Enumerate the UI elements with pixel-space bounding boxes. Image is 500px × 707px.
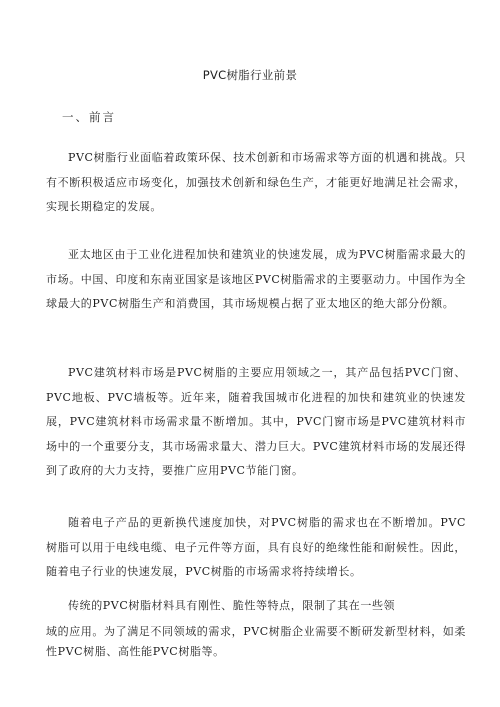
paragraph-1: PVC树脂行业面临着政策环保、技术创新和市场需求等方面的机遇和挑战。只有不断积极适应市场变化，加强技术创新和绿色生产，才能更好地满足社会需求，实现长期稳定的发展。 (46, 151, 466, 213)
paragraph-5-line-1: 传统的PVC树脂材料具有刚性、脆性等特点，限制了其在一些领 (68, 599, 396, 612)
section-heading: 一、前言 (62, 110, 116, 124)
paragraph-3: PVC建筑材料市场是PVC树脂的主要应用领域之一，其产品包括PVC门窗、PVC地板、PVC墙板等。近年来，随着我国城市化进程的加快和建筑业的快速发展，PVC建筑材料市场需求量不断增加。其中，PVC门窗市场是PVC建筑材料市场中的一个重要分支，其市场需求量大、潜力巨大。PVC建筑材料市场的发展还得到了政府的大力支持，要推广应用PVC节能门窗。 (46, 366, 466, 477)
paragraph-5-continuation: 域的应用。为了满足不同领域的需求，PVC树脂企业需要不断研发新型材料，如柔性PVC树脂、高性能PVC树脂等。 (46, 625, 466, 658)
paragraph-4: 随着电子产品的更新换代速度加快，对PVC树脂的需求也在不断增加。PVC树脂可以用于电线电缆、电子元件等方面，具有良好的绝缘性能和耐候性。因此，随着电子行业的快速发展，PVC树脂的市场需求将持续增长。 (46, 516, 466, 578)
paragraph-2: 亚太地区由于工业化进程加快和建筑业的快速发展，成为PVC树脂需求最大的市场。中国、印度和东南亚国家是该地区PVC树脂需求的主要驱动力。中国作为全球最大的PVC树脂生产和消费国，其市场规模占据了亚太地区的绝大部分份额。 (46, 248, 466, 310)
page-title: PVC树脂行业前景 (202, 68, 298, 82)
